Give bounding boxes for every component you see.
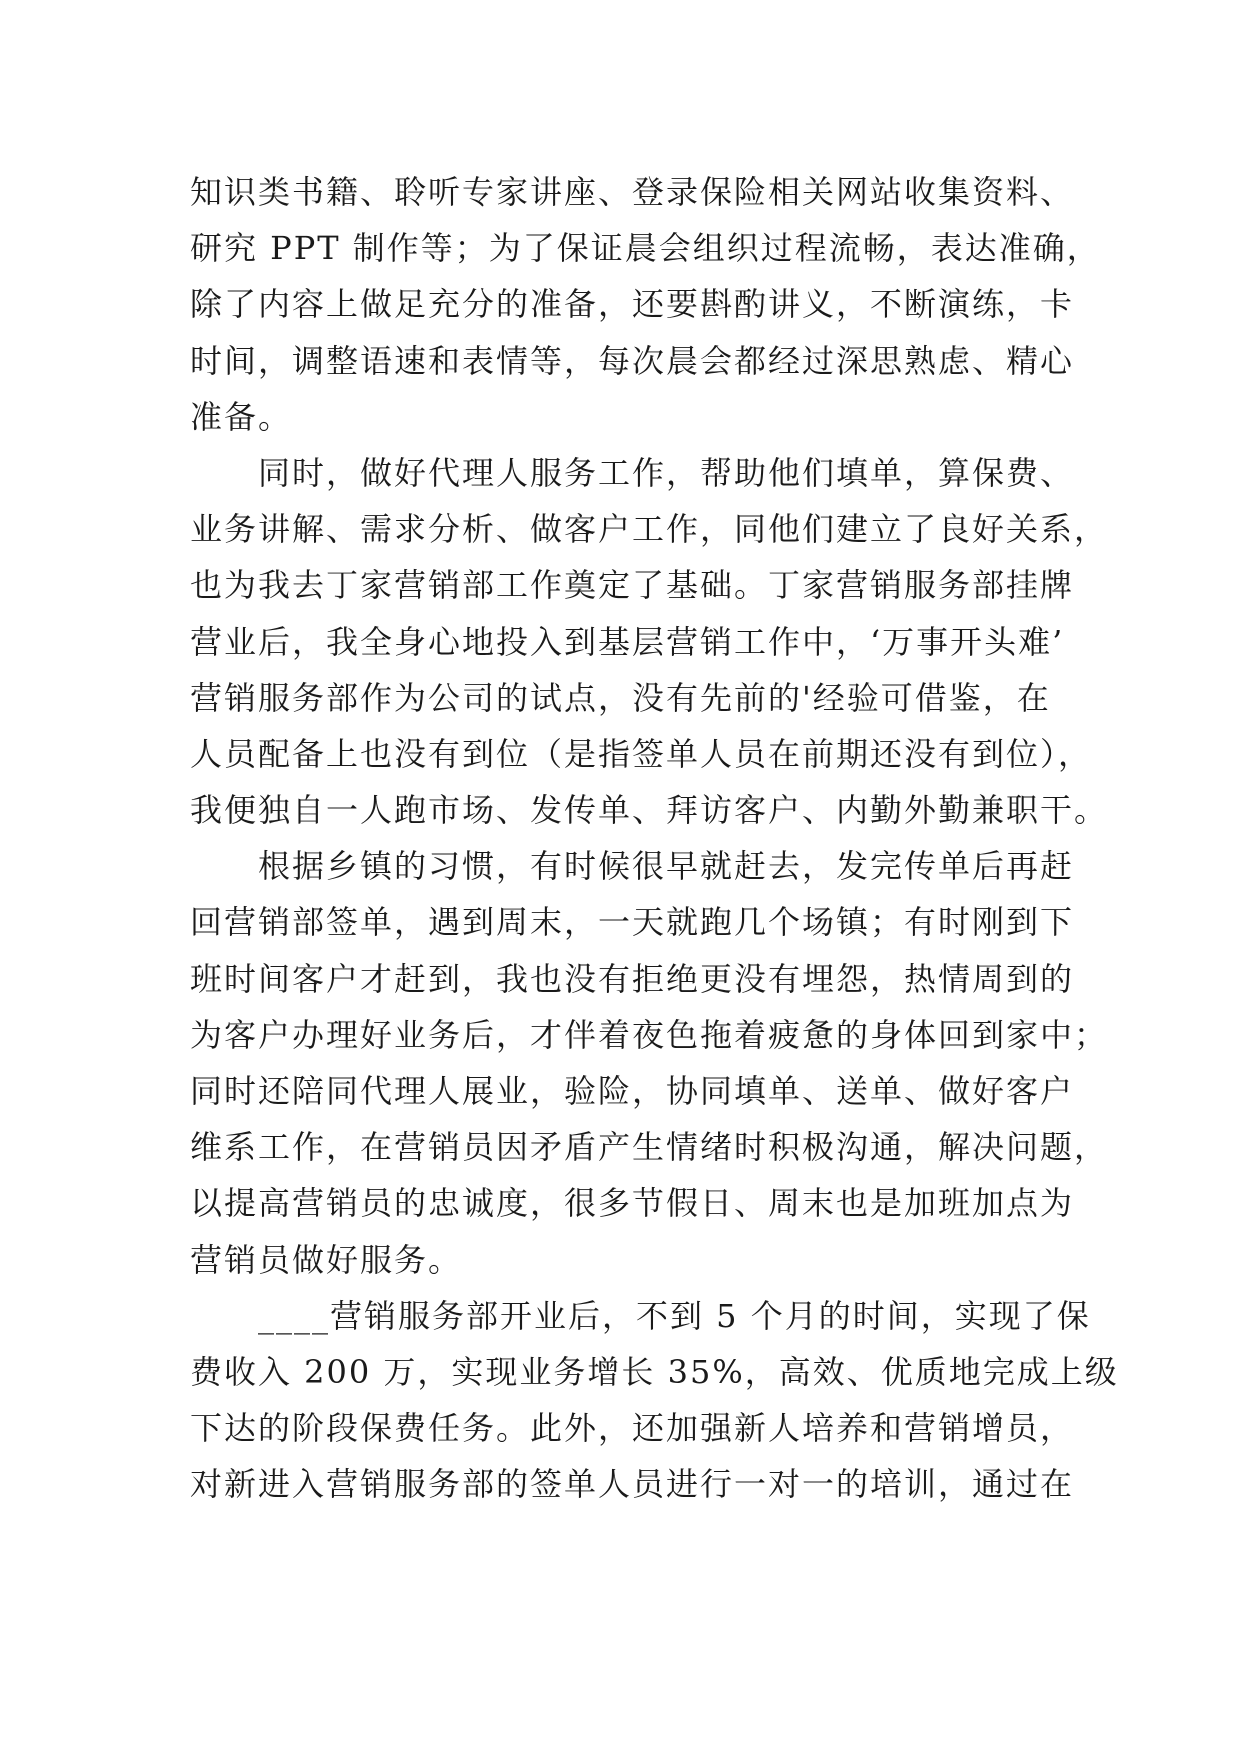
- text-line: 对新进入营销服务部的签单人员进行一对一的培训，通过在: [190, 1465, 1075, 1504]
- text-line: 也为我去丁家营销部工作奠定了基础。丁家营销服务部挂牌: [190, 566, 1075, 605]
- text-line: 准备。: [190, 397, 293, 436]
- text-line: 营业后，我全身心地投入到基层营销工作中，‘万事开头难’: [190, 622, 1065, 661]
- document-body: [190, 164, 1119, 1513]
- text-line: 以提高营销员的忠诚度，很多节假日、周末也是加班加点为: [190, 1184, 1075, 1223]
- paragraph-3: [190, 838, 1109, 1288]
- text-line: 回营销部签单，遇到周末，一天就跑几个场镇；有时刚到下: [190, 903, 1075, 942]
- text-line: 费收入 200 万，实现业务增长 35%，高效、优质地完成上级: [190, 1352, 1119, 1391]
- text-line: 同时还陪同代理人展业，验险，协同填单、送单、做好客户: [190, 1072, 1075, 1110]
- text-line: 人员配备上也没有到位（是指签单人员在前期还没有到位），: [190, 734, 1093, 773]
- text-line: 班时间客户才赶到，我也没有拒绝更没有埋怨，热情周到的: [190, 959, 1075, 998]
- text-line: ____营销服务部开业后，不到 5 个月的时间，实现了保: [190, 1296, 1091, 1335]
- text-line: 知识类书籍、聆听专家讲座、登录保险相关网站收集资料、: [190, 173, 1075, 211]
- text-line: 营销员做好服务。: [190, 1240, 463, 1279]
- paragraph-4: [190, 1288, 1119, 1513]
- paragraph-2: [190, 445, 1109, 838]
- text-line: 同时，做好代理人服务工作，帮助他们填单，算保费、: [190, 453, 1075, 492]
- text-line: 业务讲解、需求分析、做客户工作，同他们建立了良好关系，: [190, 510, 1109, 549]
- text-line: 维系工作，在营销员因矛盾产生情绪时积极沟通，解决问题，: [190, 1128, 1109, 1167]
- text-line: 研究 PPT 制作等；为了保证晨会组织过程流畅，表达准确，: [190, 229, 1101, 268]
- text-line: 我便独自一人跑市场、发传单、拜访客户、内勤外勤兼职干。: [190, 791, 1109, 830]
- text-line: 营销服务部作为公司的试点，没有先前的'经验可借鉴，在: [190, 678, 1051, 717]
- text-line: 下达的阶段保费任务。此外，还加强新人培养和营销增员，: [190, 1409, 1075, 1448]
- text-line: 根据乡镇的习惯，有时候很早就赶去，发完传单后再赶: [190, 847, 1075, 886]
- text-line: 为客户办理好业务后，才伴着夜色拖着疲惫的身体回到家中；: [190, 1015, 1109, 1054]
- text-line: 除了内容上做足充分的准备，还要斟酌讲义，不断演练，卡: [190, 285, 1075, 324]
- text-line: 时间，调整语速和表情等，每次晨会都经过深思熟虑、精心: [190, 341, 1075, 380]
- paragraph-1: [190, 164, 1101, 445]
